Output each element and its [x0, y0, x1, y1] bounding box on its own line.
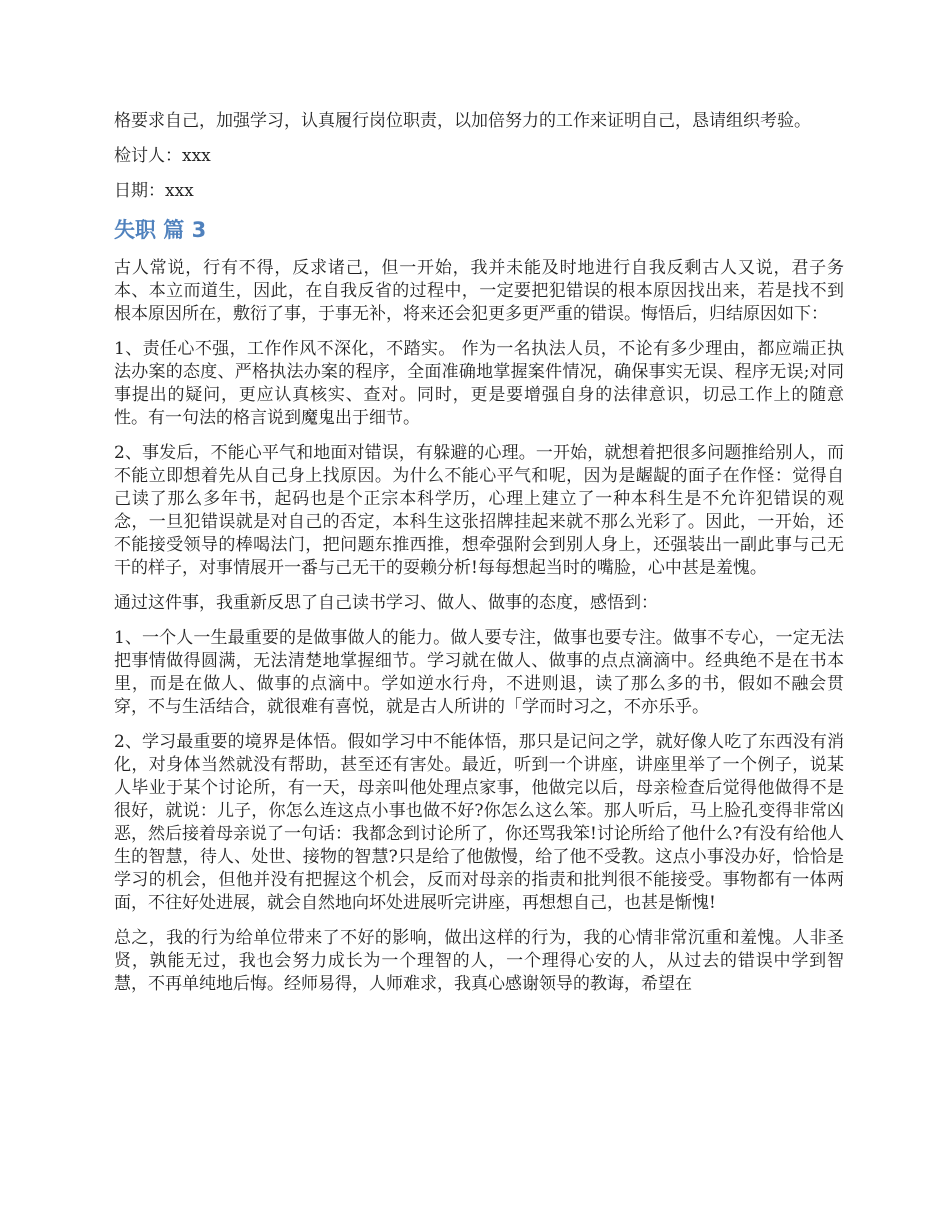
date-line: 日期：xxx: [114, 181, 194, 201]
intro-continued-paragraph: 格要求自己，加强学习，认真履行岗位职责，以加倍努力的工作来证明自己，恳请组织考验。: [114, 111, 811, 131]
paragraph-reason-1: 1、责任心不强，工作作风不深化，不踏实。 作为一名执法人员，不论有多少理由，都应端正执法办案的态度、严格执法办案的程序，全面准确地掌握案件情况，确保事实无误、程序无误;对同事提出的疑问，更应认真核实、查对。同时，更是要增强自身的法律意识，切忌工作上的随意性。有一句法的格言说到魔鬼出于细节。: [114, 339, 844, 428]
section-heading: 失职 篇 3: [114, 218, 207, 242]
paragraph-conclusion: 总之，我的行为给单位带来了不好的影响，做出这样的行为，我的心情非常沉重和羞愧。人非圣贤，孰能无过，我也会努力成长为一个理智的人，一个理得心安的人，从过去的错误中学到智慧，不再单纯地后悔。经师易得，人师难求，我真心感谢领导的教诲，希望在: [114, 928, 844, 994]
paragraph-insight-1: 1、一个人一生最重要的是做事做人的能力。做人要专注，做事也要专注。做事不专心，一定无法把事情做得圆满，无法清楚地掌握细节。学习就在做人、做事的点点滴滴中。经典绝不是在书本里，而是在做人、做事的点滴中。学如逆水行舟，不进则退，读了那么多的书，假如不融会贯穿，不与生活结合，就很难有喜悦，就是古人所讲的「学而时习之，不亦乐乎。: [114, 628, 844, 717]
paragraph-reason-2: 2、事发后，不能心平气和地面对错误，有躲避的心理。一开始，就想着把很多问题推给别人，而不能立即想着先从自己身上找原因。为什么不能心平气和呢，因为是龌龊的面子在作怪：觉得自己读了那么多年书，起码也是个正宗本科学历，心理上建立了一种本科生是不允许犯错误的观念，一旦犯错误就是对自己的否定，本科生这张招牌挂起来就不那么光彩了。因此，一开始，还不能接受领导的棒喝法门，把问题东推西推，想牵强附会到别人身上，还强装出一副此事与己无干的样子，对事情展开一番与己无干的耍赖分析!每每想起当时的嘴脸，心中甚是羞愧。: [114, 443, 844, 578]
document-page: [114, 110, 844, 1008]
paragraph-insight-2: 2、学习最重要的境界是体悟。假如学习中不能体悟，那只是记问之学，就好像人吃了东西没有消化，对身体当然就没有帮助，甚至还有害处。最近，听到一个讲座，讲座里举了一个例子，说某人毕业于某个讨论所，有一天，母亲叫他处理点家事，他做完以后，母亲检查后觉得他做得不是很好，就说：儿子，你怎么连这点小事也做不好?你怎么这么笨。那人听后，马上脸孔变得非常凶恶，然后接着母亲说了一句话：我都念到讨论所了，你还骂我笨!讨论所给了他什么?有没有给他人生的智慧，待人、处世、接物的智慧?只是给了他傲慢，给了他不受教。这点小事没办好，恰恰是学习的机会，但他并没有把握这个机会，反而对母亲的指责和批判很不能接受。事物都有一体两面，不往好处进展，就会自然地向坏处进展听完讲座，再想想自己，也甚是惭愧!: [114, 732, 844, 913]
paragraph-reflection-intro: 古人常说，行有不得，反求诸己，但一开始，我并未能及时地进行自我反剩古人又说，君子务本、本立而道生，因此，在自我反省的过程中，一定要把犯错误的根本原因找出来，若是找不到根本原因所在，敷衍了事，于事无补，将来还会犯更多更严重的错误。悔悟后，归结原因如下：: [114, 258, 844, 324]
signer-line: 检讨人：xxx: [114, 146, 211, 166]
paragraph-insight-intro: 通过这件事，我重新反思了自己读书学习、做人、做事的态度，感悟到：: [114, 593, 658, 613]
